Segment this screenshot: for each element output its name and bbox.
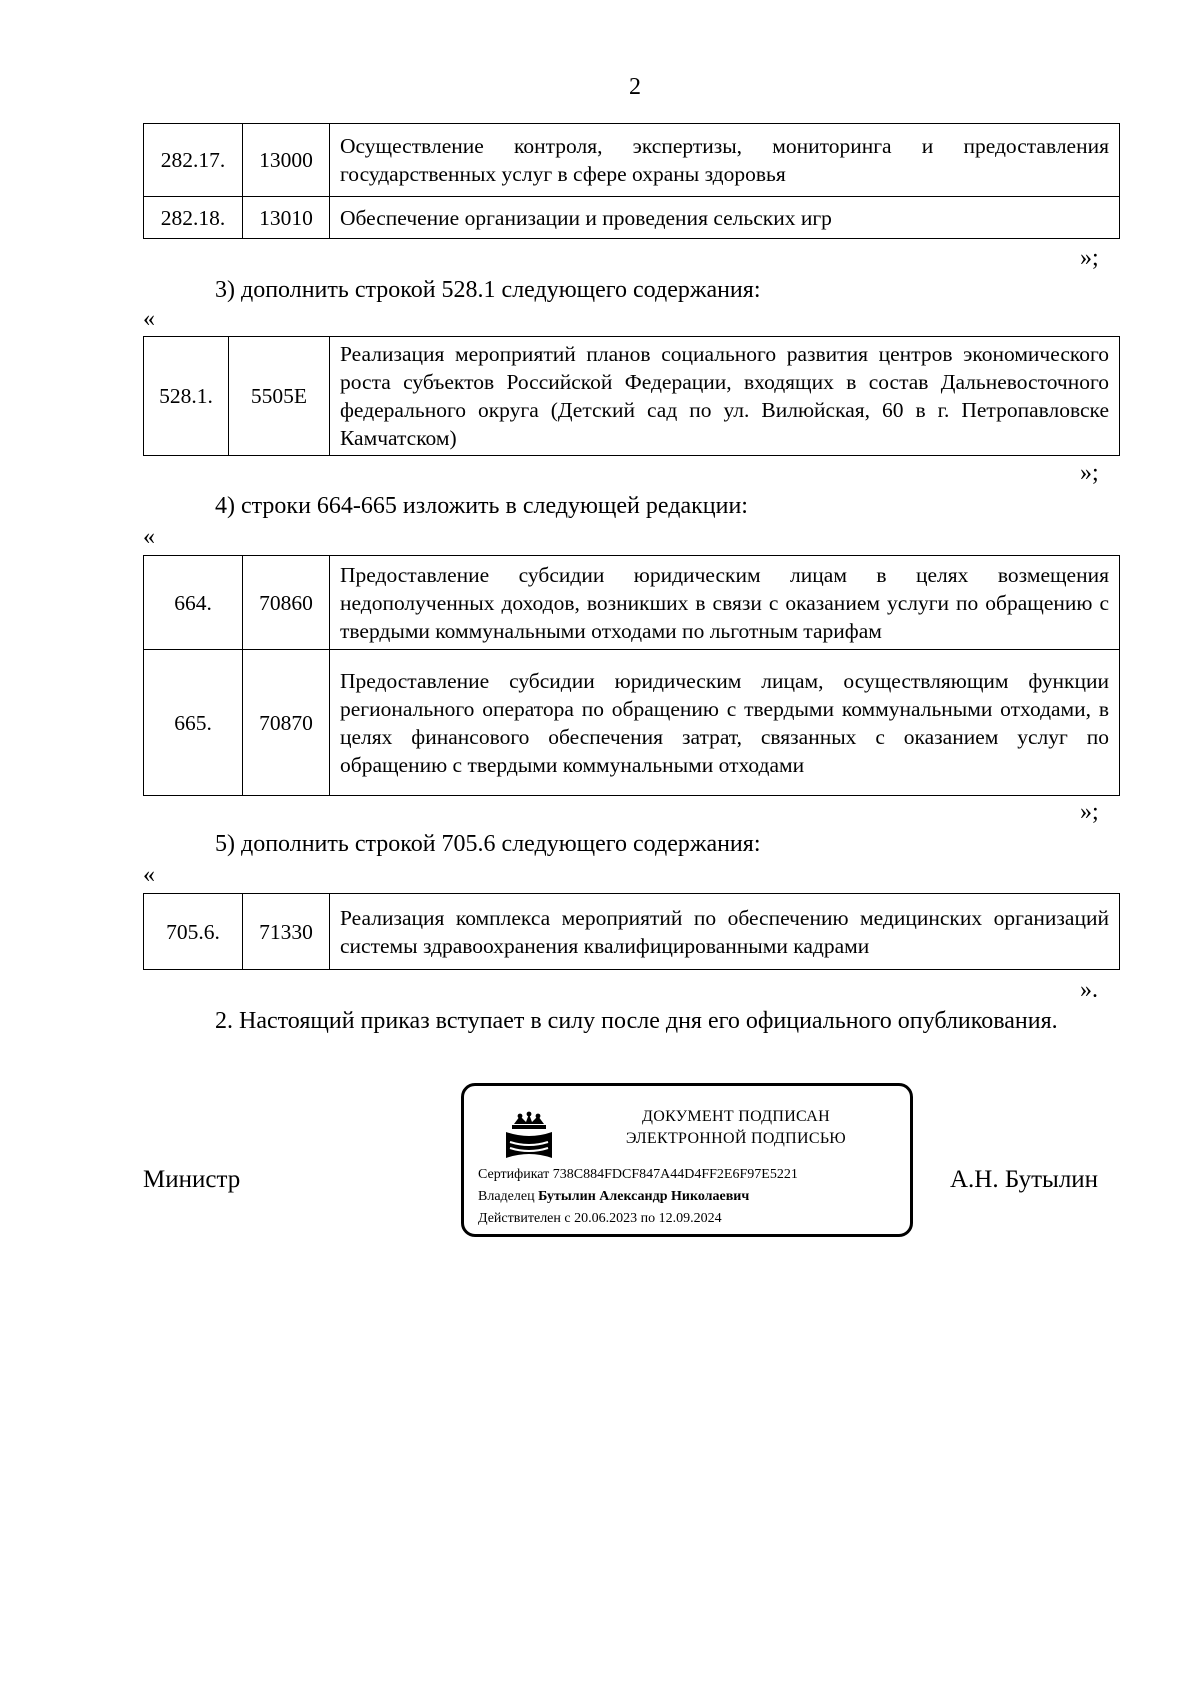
table-row: [144, 556, 1120, 650]
row-code: 70870: [243, 650, 330, 796]
table-row: [144, 197, 1120, 239]
paragraph-2: 2. Настоящий приказ вступает в силу после дня его официального опубликования.: [215, 1008, 1058, 1034]
row-number: 282.18.: [144, 197, 243, 239]
table-row: [144, 124, 1120, 197]
row-number: 528.1.: [144, 337, 229, 456]
stamp-owner-name: Бутылин Александр Николаевич: [538, 1189, 750, 1204]
row-text: Предоставление субсидии юридическим лицам в целях возмещения недополученных доходов, возникших в связи с оказанием услуги по обращению с твердыми коммунальными отходами по льготным тарифам: [330, 556, 1120, 650]
row-code: 70860: [243, 556, 330, 650]
row-code: 5505E: [229, 337, 330, 456]
row-number: 282.17.: [144, 124, 243, 197]
row-text: Реализация мероприятий планов социального развития центров экономического роста субъектов Российской Федерации, входящих в состав Дальневосточного федерального округа (Детский сад по ул. Вилюйская, 60 в г. Петропавловске Камчатском): [330, 337, 1120, 456]
signatory-position: Министр: [143, 1166, 241, 1193]
stamp-title-line1: ДОКУМЕНТ ПОДПИСАН: [642, 1108, 830, 1125]
row-text: Реализация комплекса мероприятий по обеспечению медицинских организаций системы здравоохранения квалифицированными кадрами: [330, 894, 1120, 970]
table-row: [144, 337, 1120, 456]
stamp-validity: Действителен с 20.06.2023 по 12.09.2024: [478, 1211, 722, 1226]
stamp-certificate: Сертификат 738C884FDCF847A44D4FF2E6F97E5221: [478, 1167, 798, 1182]
row-code: 71330: [243, 894, 330, 970]
item-4-heading: 4) строки 664-665 изложить в следующей редакции:: [215, 493, 748, 519]
opening-quote: «: [143, 306, 155, 332]
row-text: Предоставление субсидии юридическим лицам, осуществляющим функции регионального оператора по обращению с твердыми коммунальными отходами, в целях финансового обеспечения затрат, связанных с оказанием услуг по обращению с твердыми коммунальными отходами: [330, 650, 1120, 796]
row-number: 665.: [144, 650, 243, 796]
table-row-528-1: [143, 336, 1120, 456]
row-number: 664.: [144, 556, 243, 650]
item-5-heading: 5) дополнить строкой 705.6 следующего содержания:: [215, 831, 761, 857]
closing-quote: »;: [1080, 460, 1099, 486]
table-rows-664-665: [143, 555, 1120, 796]
closing-quote: »;: [1080, 799, 1099, 825]
table-row: [144, 894, 1120, 970]
row-code: 13010: [243, 197, 330, 239]
row-number: 705.6.: [144, 894, 243, 970]
table-row: [144, 650, 1120, 796]
table-rows-282: [143, 123, 1120, 239]
row-text: Обеспечение организации и проведения сельских игр: [330, 197, 1120, 239]
row-code: 13000: [243, 124, 330, 197]
stamp-owner-label: Владелец: [478, 1189, 535, 1204]
item-3-heading: 3) дополнить строкой 528.1 следующего содержания:: [215, 277, 761, 303]
closing-quote: »;: [1080, 245, 1099, 271]
stamp-owner: [478, 1188, 749, 1206]
stamp-title-line2: ЭЛЕКТРОННОЙ ПОДПИСЬЮ: [625, 1130, 847, 1147]
row-text: Осуществление контроля, экспертизы, мониторинга и предоставления государственных услуг в сфере охраны здоровья: [330, 124, 1120, 197]
coat-of-arms-icon: [500, 1110, 558, 1162]
opening-quote: «: [143, 524, 155, 550]
table-row-705-6: [143, 893, 1120, 970]
opening-quote: «: [143, 862, 155, 888]
electronic-signature-stamp: [461, 1083, 913, 1237]
stamp-title: [586, 1106, 886, 1150]
page-number: 2: [629, 74, 641, 100]
closing-quote: ».: [1080, 977, 1098, 1003]
signatory-name: А.Н. Бутылин: [950, 1166, 1099, 1193]
